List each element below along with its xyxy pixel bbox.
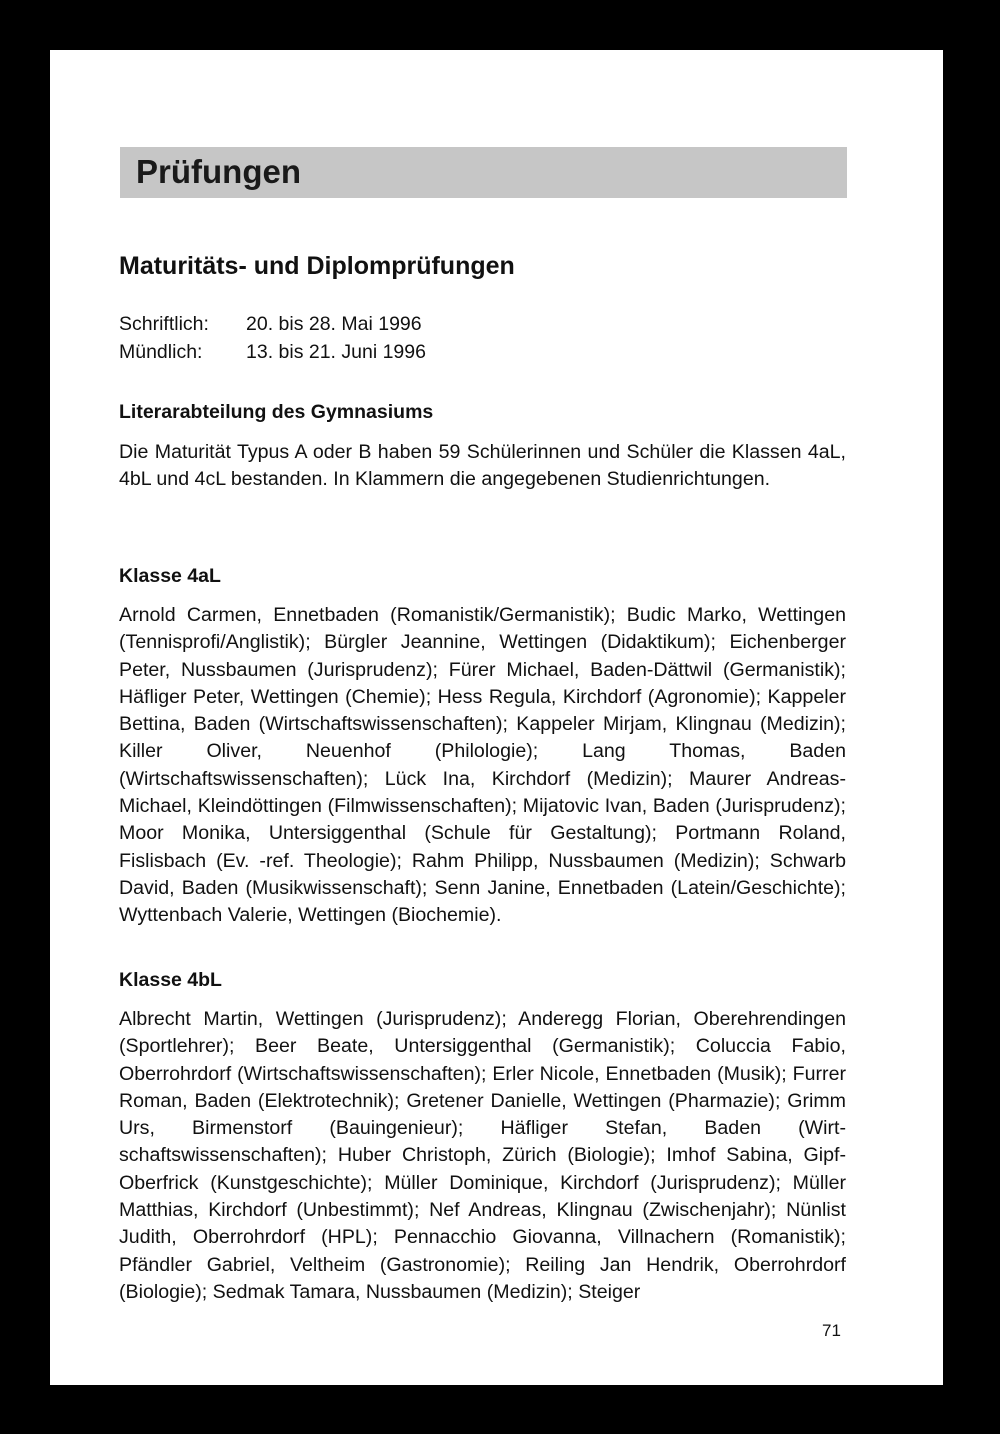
exam-date-label: Schriftlich: — [119, 313, 209, 335]
exam-date-label: Mündlich: — [119, 341, 203, 363]
exam-date-value: 20. bis 28. Mai 1996 — [246, 313, 422, 335]
class-list-4bL: Albrecht Martin, Wettingen (Jurisprudenz); Anderegg Florian, Oberehrendingen (Sportlehrer); Beer Beate, Untersiggenthal (Germanistik); Coluccia Fabio, Oberrohrdorf (Wirtschaftswissenschaften); Erler Nicole, Ennetbaden (Musik); Furrer Roman, Baden (Elektrotechnik); Gretener Danielle, Wettingen (Pharmazie); Grimm Urs, Birmenstorf (Bauingenieur); Häfliger Stefan, Baden (Wirtschaftswissenschaften); Huber Christoph, Zürich (Biologie); Imhof Sabina, Gipf-Oberfrick (Kunstgeschichte); Müller Dominique, Kirchdorf (Jurisprudenz); Müller Matthias, Kirchdorf (Unbestimmt); Nef Andreas, Klingnau (Zwischenjahr); Nünlist Judith, Oberrohrdorf (HPL); Pennacchio Giovanna, Villnachern (Romanistik); Pfändler Gabriel, Veltheim (Gastronomie); Reiling Jan Hendrik, Oberrohrdorf (Biologie); Sedmak Tamara, Nussbaumen (Medizin); Steiger — [119, 1008, 846, 1303]
document-page — [50, 50, 943, 1385]
page-title: Prüfungen — [136, 153, 301, 190]
class-list-4aL: Arnold Carmen, Ennetbaden (Romanistik/Germanistik); Budic Marko, Wettingen (Tennisprofi/Anglistik); Bürgler Jeannine, Wettingen (Didaktikum); Eichenberger Peter, Nussbaumen (Jurisprudenz); Fürer Michael, Baden-Dättwil (Germanistik); Häfliger Peter, Wettingen (Chemie); Hess Regula, Kirchdorf (Agronomie); Kappeler Bettina, Baden (Wirtschaftswissenschaften); Kappeler Mirjam, Klingnau (Medizin); Killer Oliver, Neuenhof (Philologie); Lang Thomas, Baden (Wirtschaftswissenschaften); Lück Ina, Kirchdorf (Medizin); Maurer Andreas-Michael, Kleindöttingen (Filmwissenschaften); Mijatovic Ivan, Baden (Jurisprudenz); Moor Monika, Untersiggenthal (Schule für Gestaltung); Portmann Roland, Fislisbach (Ev. -ref. Theologie); Rahm Philipp, Nussbaumen (Medizin); Schwarb David, Baden (Musikwissenschaft); Senn Janine, Ennetbaden (Latein/Geschichte); Wyttenbach Valerie, Wettingen (Biochemie). — [119, 604, 846, 927]
page-number: 71 — [822, 1321, 841, 1340]
exam-date-row — [119, 338, 426, 366]
class-title-4bL: Klasse 4bL — [119, 969, 222, 991]
subsection-title: Literarabteilung des Gymnasiums — [119, 401, 434, 423]
class-title-4aL: Klasse 4aL — [119, 565, 221, 587]
subsection-intro: Die Maturität Typus A oder B haben 59 Schülerinnen und Schüler die Klassen 4aL, 4bL und 4cL bestanden. In Klammern die angegebenen Studienrichtungen. — [119, 441, 846, 491]
page-title-bar — [120, 147, 847, 198]
section-title: Maturitäts- und Diplomprüfungen — [119, 252, 515, 280]
exam-date-row — [119, 310, 426, 338]
exam-date-value: 13. bis 21. Juni 1996 — [246, 341, 426, 363]
exam-dates — [119, 310, 426, 366]
